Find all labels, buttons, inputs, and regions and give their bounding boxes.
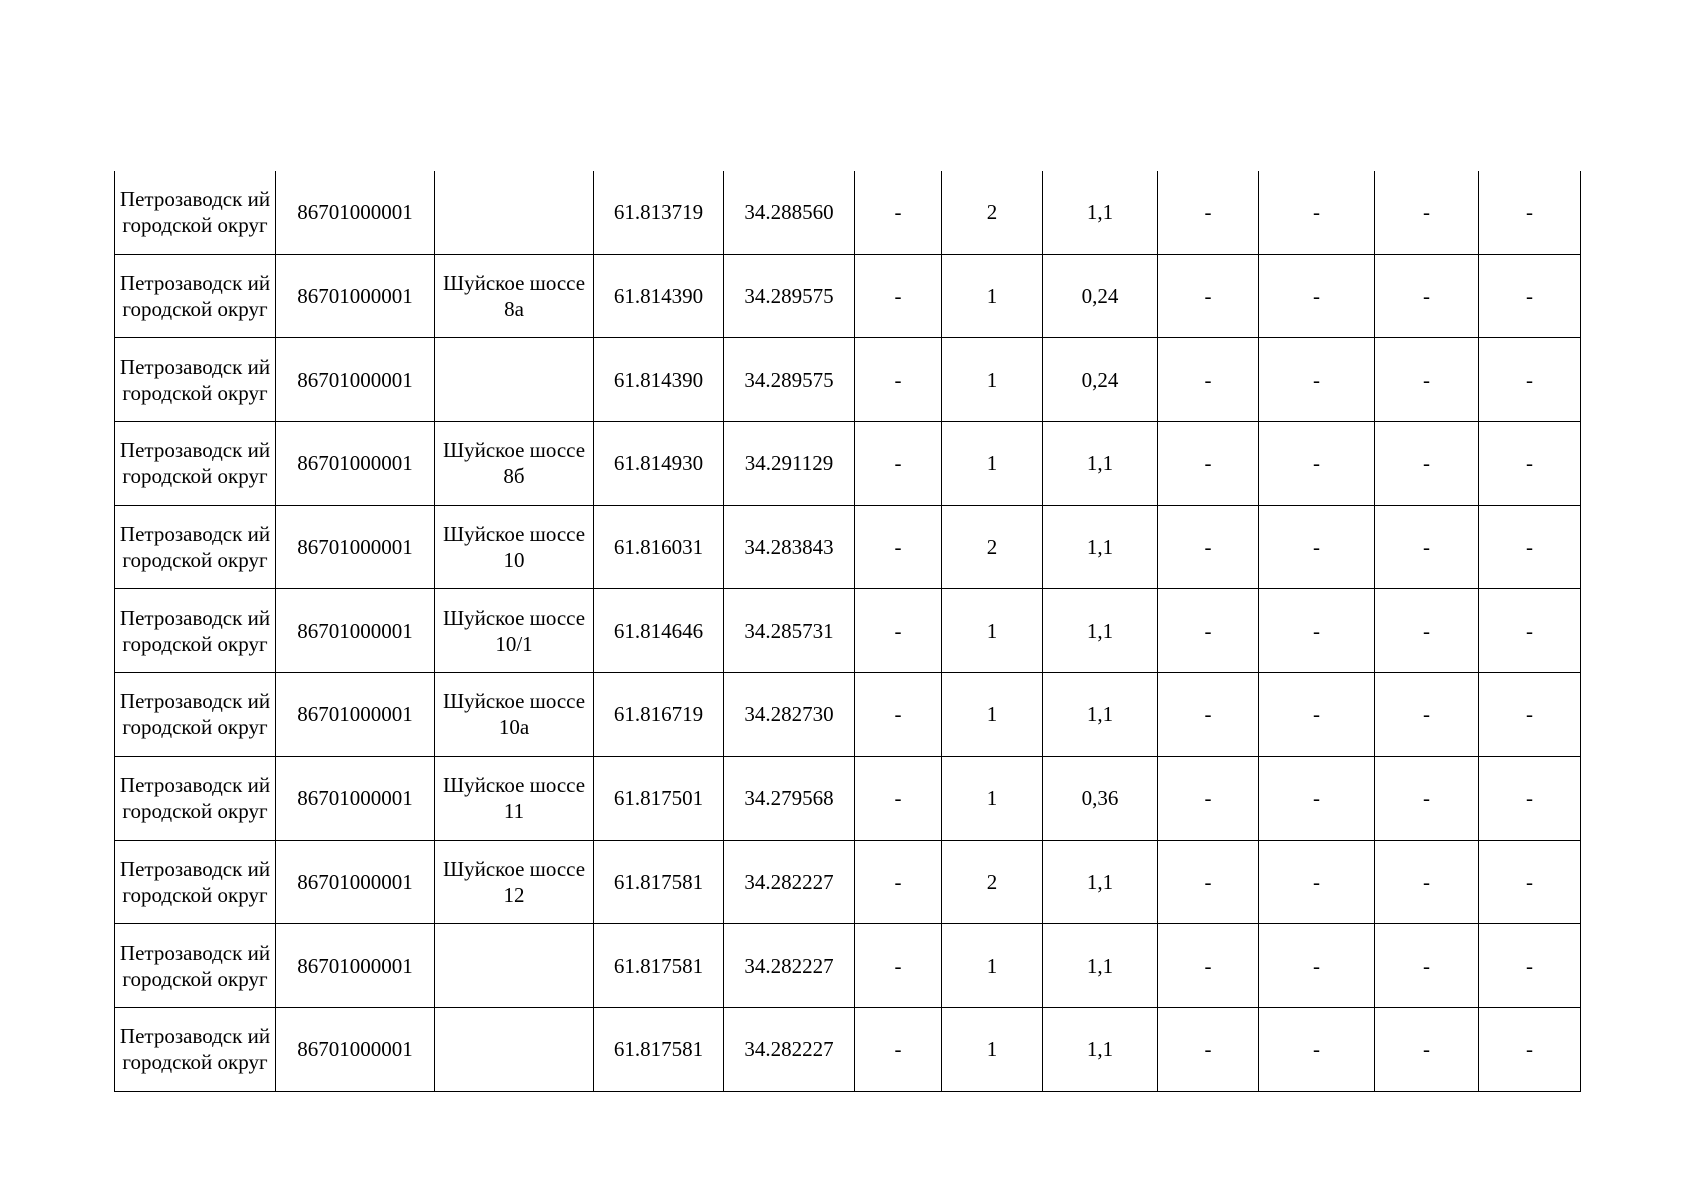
oktmo-code-cell: 86701000001	[276, 1007, 435, 1091]
oktmo-code-cell: 86701000001	[276, 756, 435, 840]
table-row	[115, 505, 1581, 589]
volume-cell: 1,1	[1043, 1007, 1158, 1091]
oktmo-code-cell: 86701000001	[276, 422, 435, 506]
col12-cell: -	[1479, 840, 1581, 924]
latitude-cell: 61.817581	[594, 924, 724, 1008]
latitude-cell: 61.814390	[594, 254, 724, 338]
col10-cell: -	[1259, 505, 1375, 589]
table-row	[115, 924, 1581, 1008]
address-cell	[435, 1007, 594, 1091]
latitude-cell: 61.817501	[594, 756, 724, 840]
col10-cell: -	[1259, 756, 1375, 840]
table-row	[115, 338, 1581, 422]
col6-cell: -	[855, 1007, 942, 1091]
oktmo-code-cell: 86701000001	[276, 589, 435, 673]
col11-cell: -	[1375, 338, 1479, 422]
volume-cell: 1,1	[1043, 924, 1158, 1008]
col11-cell: -	[1375, 756, 1479, 840]
col9-cell: -	[1158, 589, 1259, 673]
count-cell: 1	[942, 673, 1043, 757]
municipality-cell: Петрозаводск ий городской округ	[115, 589, 276, 673]
col9-cell: -	[1158, 338, 1259, 422]
col9-cell: -	[1158, 505, 1259, 589]
longitude-cell: 34.285731	[724, 589, 855, 673]
col11-cell: -	[1375, 673, 1479, 757]
table-row	[115, 422, 1581, 506]
col9-cell: -	[1158, 840, 1259, 924]
volume-cell: 1,1	[1043, 171, 1158, 254]
col6-cell: -	[855, 673, 942, 757]
address-cell: Шуйское шоссе 10	[435, 505, 594, 589]
volume-cell: 1,1	[1043, 840, 1158, 924]
col9-cell: -	[1158, 756, 1259, 840]
address-cell: Шуйское шоссе 12	[435, 840, 594, 924]
col6-cell: -	[855, 589, 942, 673]
volume-cell: 1,1	[1043, 505, 1158, 589]
longitude-cell: 34.279568	[724, 756, 855, 840]
municipality-cell: Петрозаводск ий городской округ	[115, 254, 276, 338]
table-row	[115, 171, 1581, 254]
count-cell: 1	[942, 254, 1043, 338]
table-row	[115, 589, 1581, 673]
col12-cell: -	[1479, 1007, 1581, 1091]
longitude-cell: 34.282730	[724, 673, 855, 757]
longitude-cell: 34.282227	[724, 1007, 855, 1091]
municipality-cell: Петрозаводск ий городской округ	[115, 924, 276, 1008]
col12-cell: -	[1479, 756, 1581, 840]
col9-cell: -	[1158, 1007, 1259, 1091]
latitude-cell: 61.814930	[594, 422, 724, 506]
volume-cell: 1,1	[1043, 673, 1158, 757]
col9-cell: -	[1158, 673, 1259, 757]
longitude-cell: 34.289575	[724, 338, 855, 422]
count-cell: 2	[942, 505, 1043, 589]
table-row	[115, 254, 1581, 338]
latitude-cell: 61.813719	[594, 171, 724, 254]
volume-cell: 0,36	[1043, 756, 1158, 840]
volume-cell: 0,24	[1043, 338, 1158, 422]
oktmo-code-cell: 86701000001	[276, 924, 435, 1008]
municipality-cell: Петрозаводск ий городской округ	[115, 673, 276, 757]
col11-cell: -	[1375, 254, 1479, 338]
col6-cell: -	[855, 338, 942, 422]
col6-cell: -	[855, 756, 942, 840]
address-cell	[435, 924, 594, 1008]
address-cell	[435, 338, 594, 422]
col11-cell: -	[1375, 505, 1479, 589]
data-table	[114, 171, 1581, 1092]
col11-cell: -	[1375, 589, 1479, 673]
municipality-cell: Петрозаводск ий городской округ	[115, 840, 276, 924]
col10-cell: -	[1259, 673, 1375, 757]
col10-cell: -	[1259, 338, 1375, 422]
col9-cell: -	[1158, 422, 1259, 506]
col6-cell: -	[855, 422, 942, 506]
col6-cell: -	[855, 840, 942, 924]
col11-cell: -	[1375, 840, 1479, 924]
latitude-cell: 61.817581	[594, 1007, 724, 1091]
municipality-cell: Петрозаводск ий городской округ	[115, 756, 276, 840]
longitude-cell: 34.283843	[724, 505, 855, 589]
table-row	[115, 673, 1581, 757]
longitude-cell: 34.291129	[724, 422, 855, 506]
col11-cell: -	[1375, 924, 1479, 1008]
longitude-cell: 34.282227	[724, 840, 855, 924]
count-cell: 2	[942, 840, 1043, 924]
count-cell: 1	[942, 924, 1043, 1008]
address-cell: Шуйское шоссе 10/1	[435, 589, 594, 673]
volume-cell: 1,1	[1043, 589, 1158, 673]
col6-cell: -	[855, 505, 942, 589]
col6-cell: -	[855, 924, 942, 1008]
oktmo-code-cell: 86701000001	[276, 840, 435, 924]
col6-cell: -	[855, 254, 942, 338]
col9-cell: -	[1158, 254, 1259, 338]
address-cell: Шуйское шоссе 8а	[435, 254, 594, 338]
col10-cell: -	[1259, 254, 1375, 338]
col12-cell: -	[1479, 673, 1581, 757]
col10-cell: -	[1259, 840, 1375, 924]
volume-cell: 1,1	[1043, 422, 1158, 506]
col12-cell: -	[1479, 171, 1581, 254]
col11-cell: -	[1375, 422, 1479, 506]
col12-cell: -	[1479, 254, 1581, 338]
oktmo-code-cell: 86701000001	[276, 171, 435, 254]
col12-cell: -	[1479, 589, 1581, 673]
oktmo-code-cell: 86701000001	[276, 338, 435, 422]
address-cell: Шуйское шоссе 10а	[435, 673, 594, 757]
latitude-cell: 61.814390	[594, 338, 724, 422]
count-cell: 1	[942, 1007, 1043, 1091]
oktmo-code-cell: 86701000001	[276, 505, 435, 589]
col9-cell: -	[1158, 171, 1259, 254]
address-cell: Шуйское шоссе 11	[435, 756, 594, 840]
municipality-cell: Петрозаводск ий городской округ	[115, 1007, 276, 1091]
col11-cell: -	[1375, 171, 1479, 254]
address-cell	[435, 171, 594, 254]
longitude-cell: 34.289575	[724, 254, 855, 338]
table-row	[115, 1007, 1581, 1091]
col10-cell: -	[1259, 924, 1375, 1008]
latitude-cell: 61.814646	[594, 589, 724, 673]
municipality-cell: Петрозаводск ий городской округ	[115, 505, 276, 589]
latitude-cell: 61.816031	[594, 505, 724, 589]
col12-cell: -	[1479, 422, 1581, 506]
col12-cell: -	[1479, 505, 1581, 589]
col11-cell: -	[1375, 1007, 1479, 1091]
municipality-cell: Петрозаводск ий городской округ	[115, 338, 276, 422]
col9-cell: -	[1158, 924, 1259, 1008]
table-row	[115, 756, 1581, 840]
col12-cell: -	[1479, 338, 1581, 422]
latitude-cell: 61.816719	[594, 673, 724, 757]
col12-cell: -	[1479, 924, 1581, 1008]
count-cell: 1	[942, 422, 1043, 506]
col10-cell: -	[1259, 589, 1375, 673]
count-cell: 1	[942, 756, 1043, 840]
col10-cell: -	[1259, 422, 1375, 506]
address-cell: Шуйское шоссе 8б	[435, 422, 594, 506]
col6-cell: -	[855, 171, 942, 254]
col10-cell: -	[1259, 1007, 1375, 1091]
oktmo-code-cell: 86701000001	[276, 673, 435, 757]
count-cell: 1	[942, 589, 1043, 673]
oktmo-code-cell: 86701000001	[276, 254, 435, 338]
municipality-cell: Петрозаводск ий городской округ	[115, 171, 276, 254]
longitude-cell: 34.288560	[724, 171, 855, 254]
col10-cell: -	[1259, 171, 1375, 254]
volume-cell: 0,24	[1043, 254, 1158, 338]
count-cell: 2	[942, 171, 1043, 254]
municipality-cell: Петрозаводск ий городской округ	[115, 422, 276, 506]
latitude-cell: 61.817581	[594, 840, 724, 924]
longitude-cell: 34.282227	[724, 924, 855, 1008]
count-cell: 1	[942, 338, 1043, 422]
table-row	[115, 840, 1581, 924]
